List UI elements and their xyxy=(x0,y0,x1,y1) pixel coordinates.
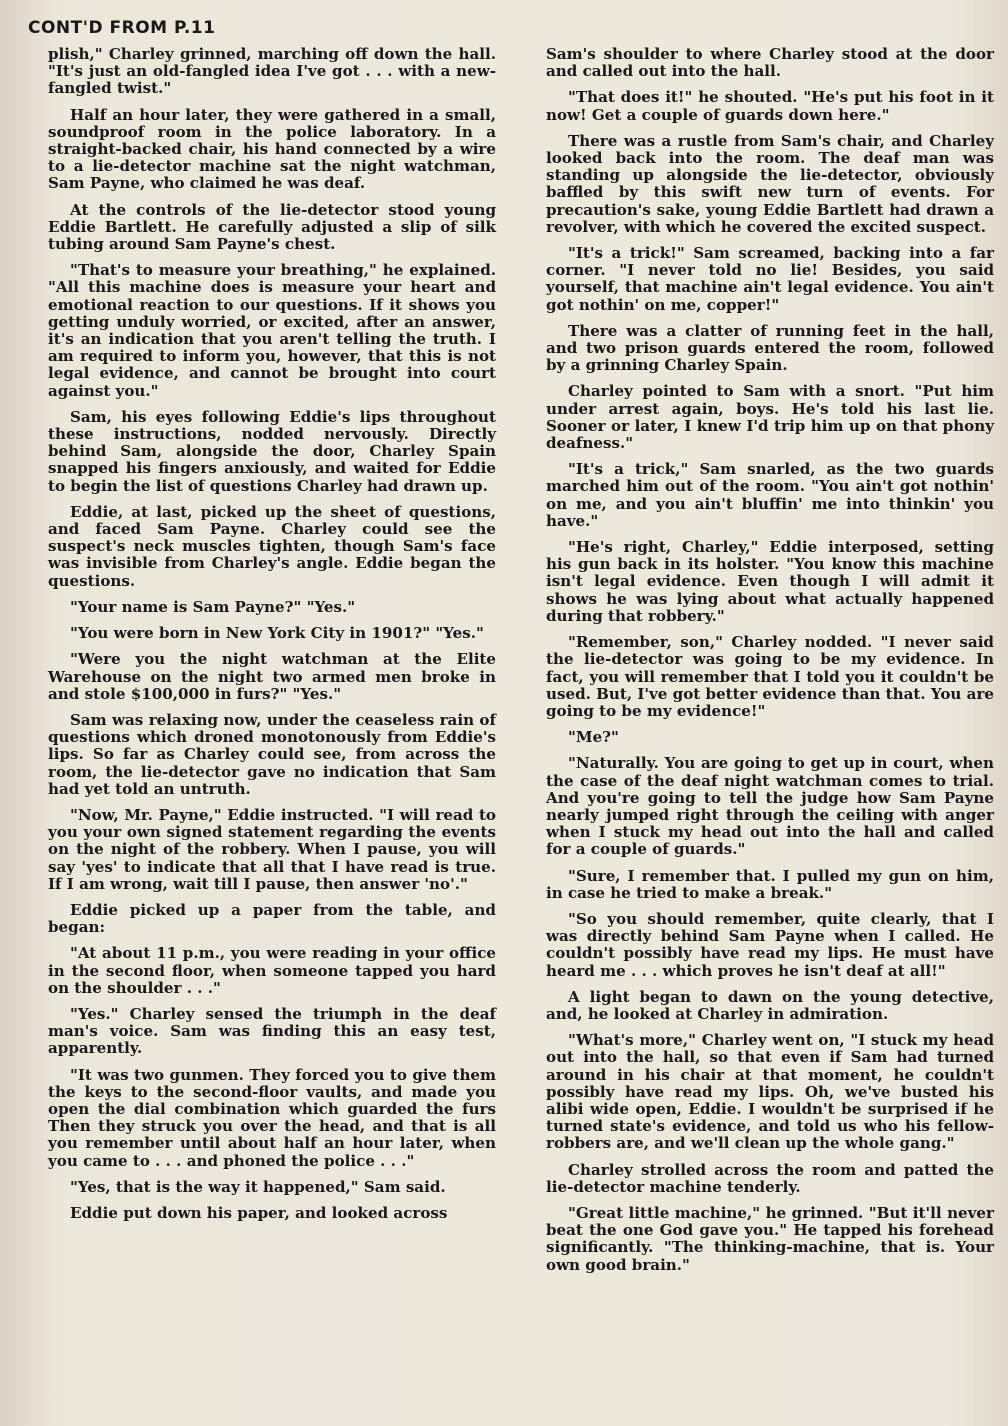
paragraph: plish," Charley grinned, marching off down the hall. "It's just an old-fangled idea I've got . . . with a new-fangled twist." xyxy=(48,45,496,98)
paragraph: "You were born in New York City in 1901?" "Yes." xyxy=(70,624,484,643)
paragraph: At the controls of the lie-detector stood young Eddie Bartlett. He carefully adjusted a slip of silk tubing around Sam Payne's chest. xyxy=(48,200,496,254)
paragraph: "Now, Mr. Payne," Eddie instructed. "I will read to you your own signed statement regarding the events on the night of the robbery. When I pause, you will say 'yes' to indicate that all that I have read is true. If I am wrong, wait till I pause, then answer 'no'." xyxy=(48,805,496,893)
column-left xyxy=(48,46,496,1283)
paragraph: Charley strolled across the room and patted the lie-detector machine tenderly. xyxy=(546,1160,994,1196)
paragraph: "Yes." Charley sensed the triumph in the deaf man's voice. Sam was finding this an easy test, apparently. xyxy=(48,1004,496,1058)
paragraph: "That's to measure your breathing," he explained. "All this machine does is measure your heart and emotional reaction to our questions. If it shows you getting unduly worried, or excited, after an answer, it's an indication that you aren't telling the truth. I am required to inform you, however, that this is not legal evidence, and cannot be brought into court against you." xyxy=(48,261,496,400)
paragraph: "Sure, I remember that. I pulled my gun on him, in case he tried to make a break." xyxy=(546,866,994,902)
paragraph: "Naturally. You are going to get up in court, when the case of the deaf night watchman comes to trial. And you're going to tell the judge how Sam Payne nearly jumped right through the ceiling with anger when I stuck my head out into the hall and called for a couple of guards." xyxy=(546,754,994,859)
paragraph: Half an hour later, they were gathered in a small, soundproof room in the police laboratory. In a straight-backed chair, his hand connected by a wire to a lie-detector machine sat the night watchman, Sam Payne, who claimed he was deaf. xyxy=(48,105,496,193)
column-right xyxy=(546,46,994,1283)
paragraph: Eddie picked up a paper from the table, and began: xyxy=(48,900,496,937)
paragraph: "Yes, that is the way it happened," Sam said. xyxy=(70,1177,446,1196)
paragraph: There was a clatter of running feet in the hall, and two prison guards entered the room, followed by a grinning Charley Spain. xyxy=(546,321,994,375)
paragraph: "Were you the night watchman at the Elite Warehouse on the night two armed men broke in and stole $100,000 in furs?" "Yes." xyxy=(48,650,496,703)
paragraph: "That does it!" he shouted. "He's put his foot in it now! Get a couple of guards down here." xyxy=(546,88,994,124)
paragraph: "So you should remember, quite clearly, that I was directly behind Sam Payne when I called. He couldn't possibly have read my lips. He must have heard me . . . which proves he isn't deaf at all!" xyxy=(546,909,994,980)
paragraph: "It's a trick," Sam snarled, as the two guards marched him out of the room. "You ain't got nothin' on me, and you ain't bluffin' me into thinkin' you have." xyxy=(546,460,994,530)
continuation-header: CONT'D FROM P.11 xyxy=(28,18,216,38)
text-columns xyxy=(48,46,994,1283)
paragraph: "At about 11 p.m., you were reading in your office in the second floor, when someone tapped you hard on the shoulder . . ." xyxy=(48,944,496,997)
paragraph: A light began to dawn on the young detective, and, he looked at Charley in admiration. xyxy=(546,987,994,1023)
paragraph: Eddie, at last, picked up the sheet of questions, and faced Sam Payne. Charley could see the suspect's neck muscles tighten, though Sam's face was invisible from Charley's angle. Eddie began the questions. xyxy=(48,502,496,590)
paragraph: Sam's shoulder to where Charley stood at the door and called out into the hall. xyxy=(546,45,994,81)
paragraph: Eddie put down his paper, and looked across xyxy=(70,1203,448,1222)
paragraph: "It's a trick!" Sam screamed, backing into a far corner. "I never told no lie! Besides, you said yourself, that machine ain't legal evidence. You ain't got nothin' on me, copper!" xyxy=(546,244,994,314)
paragraph: "He's right, Charley," Eddie interposed, setting his gun back in its holster. "You know this machine isn't legal evidence. Even though I will admit it shows he was lying about what actually happened during that robbery." xyxy=(546,538,994,625)
paragraph: Sam was relaxing now, under the ceaseless rain of questions which droned monotonously from Eddie's lips. So far as Charley could see, from across the room, the lie-detector gave no indication that Sam had yet told an untruth. xyxy=(48,710,496,798)
paragraph: "Your name is Sam Payne?" "Yes." xyxy=(70,597,356,616)
paragraph: "What's more," Charley went on, "I stuck my head out into the hall, so that even if Sam had turned around in his chair at that moment, he couldn't possibly have read my lips. Oh, we've busted his alibi wide open, Eddie. I wouldn't be surprised if he turned state's evidence, and told us who his fellow-robbers are, and we'll clean up the whole gang." xyxy=(546,1031,994,1153)
paragraph: Sam, his eyes following Eddie's lips throughout these instructions, nodded nervously. Directly behind Sam, alongside the door, Charley Spain snapped his fingers anxiously, and waited for Eddie to begin the list of questions Charley had drawn up. xyxy=(48,407,496,495)
paragraph: Charley pointed to Sam with a snort. "Put him under arrest again, boys. He's told his last lie. Sooner or later, I knew I'd trip him up on that phony deafness." xyxy=(546,382,994,453)
paragraph: "It was two gunmen. They forced you to give them the keys to the second-floor vaults, and made you open the dial combination which guarded the furs Then they struck you over the head, and that is all you remember until about half an hour later, when you came to . . . and phoned the police . . ." xyxy=(48,1065,496,1170)
paragraph: There was a rustle from Sam's chair, and Charley looked back into the room. The deaf man was standing up alongside the lie-detector, obviously baffled by this swift new turn of events. For precaution's sake, young Eddie Bartlett had drawn a revolver, with which he covered the excited suspect. xyxy=(546,131,994,236)
paragraph: "Great little machine," he grinned. "But it'll never beat the one God gave you." He tapped his forehead significantly. "The thinking-machine, that is. Your own good brain." xyxy=(546,1203,994,1274)
paragraph: "Me?" xyxy=(568,728,619,747)
paragraph: "Remember, son," Charley nodded. "I never said the lie-detector was going to be my evidence. In fact, you will remember that I told you it couldn't be used. But, I've got better evidence than that. You are going to be my evidence!" xyxy=(546,633,994,720)
